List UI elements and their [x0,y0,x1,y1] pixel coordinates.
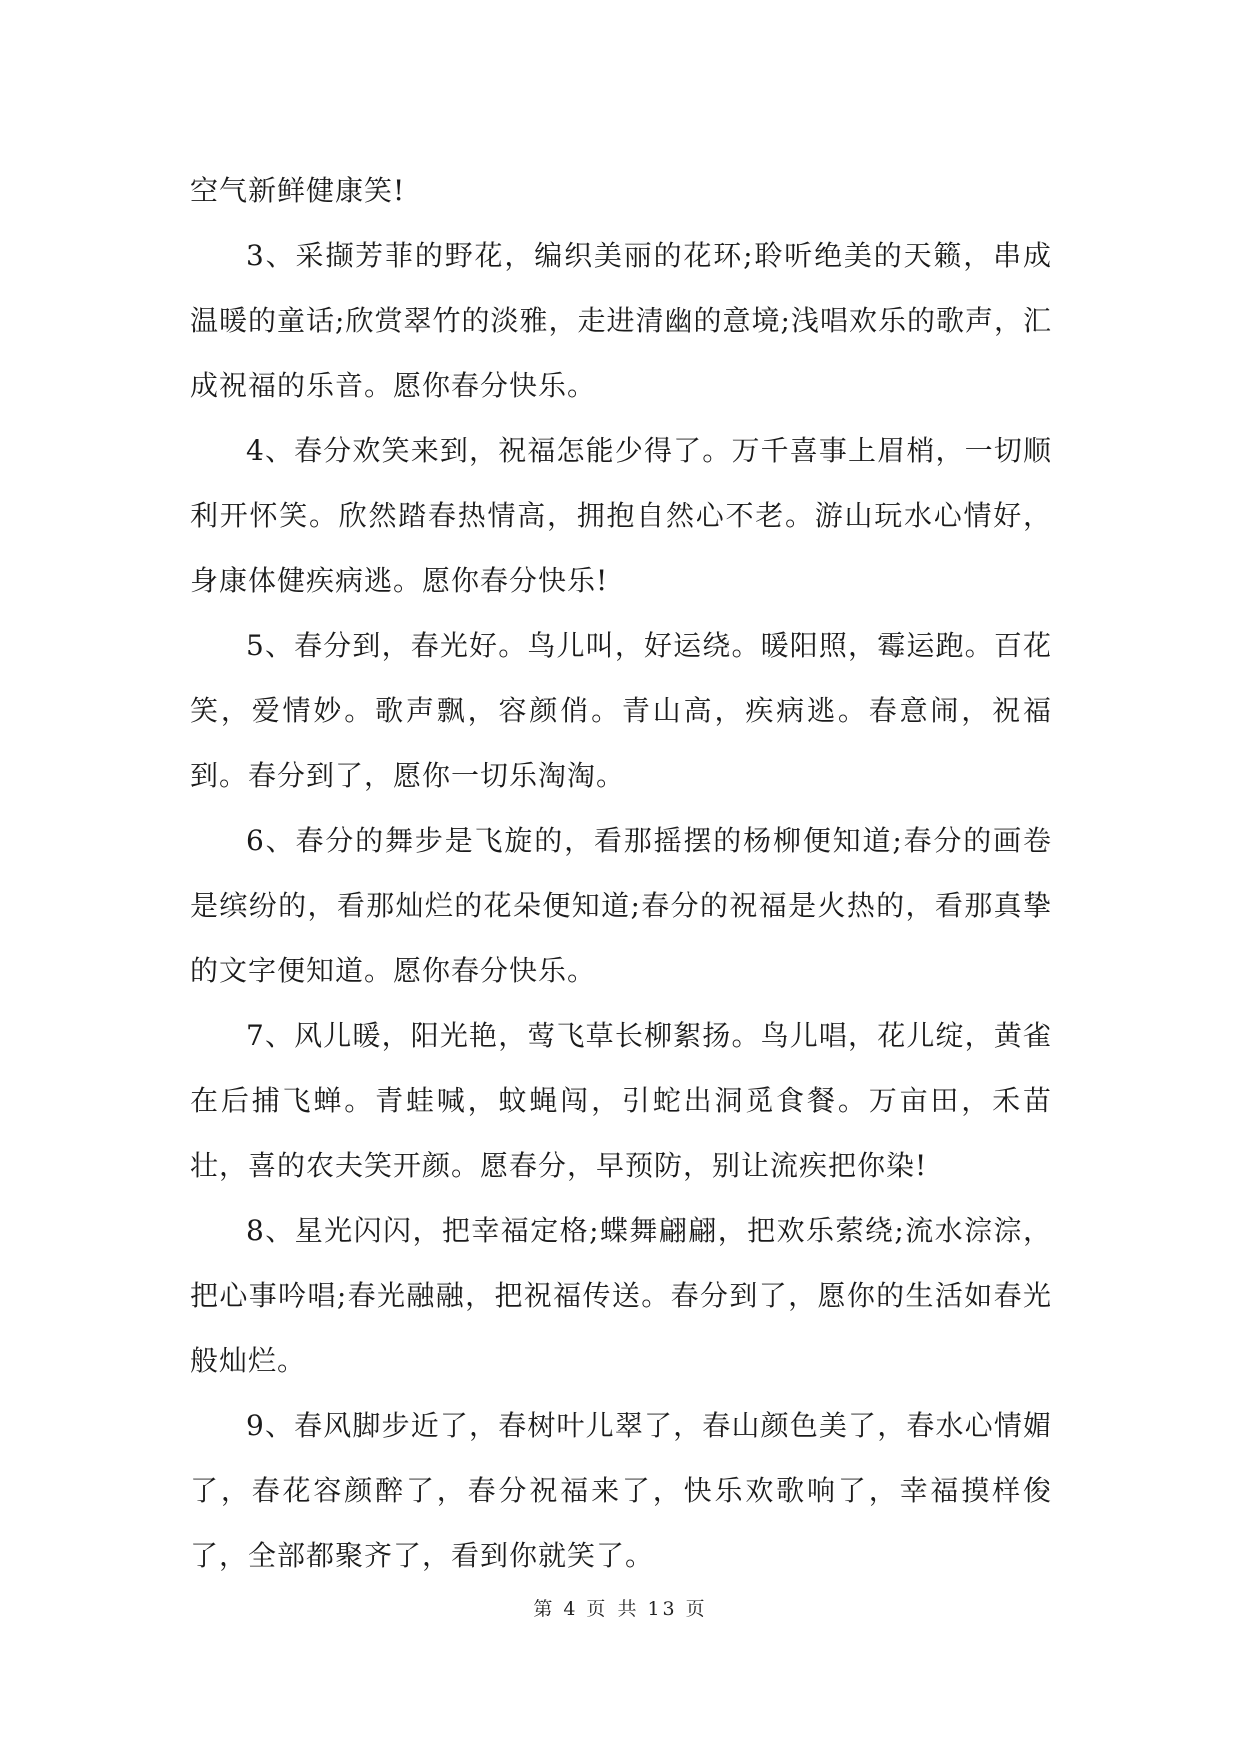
paragraph-item-9: 9、春风脚步近了，春树叶儿翠了，春山颜色美了，春水心情媚了，春花容颜醉了，春分祝福来了，快乐欢歌响了，幸福摸样俊了，全部都聚齐了，看到你就笑了。 [190,1409,1052,1572]
footer-total-pages: 13 [647,1598,678,1620]
paragraph-continuation: 空气新鲜健康笑! [190,174,406,207]
paragraph-item-6: 6、春分的舞步是飞旋的，看那摇摆的杨柳便知道;春分的画卷是缤纷的，看那灿烂的花朵便知道;春分的祝福是火热的，看那真挚的文字便知道。愿你春分快乐。 [190,824,1052,987]
paragraph-item-8: 8、星光闪闪，把幸福定格;蝶舞翩翩，把欢乐萦绕;流水淙淙，把心事吟唱;春光融融，把祝福传送。春分到了，愿你的生活如春光般灿烂。 [190,1214,1052,1377]
footer-current-page: 4 [563,1598,579,1620]
footer-suffix: 页 [685,1598,708,1620]
paragraph-item-3: 3、采撷芳菲的野花，编织美丽的花环;聆听绝美的天籁，串成温暖的童话;欣赏翠竹的淡雅，走进清幽的意境;浅唱欢乐的歌声，汇成祝福的乐音。愿你春分快乐。 [190,239,1052,402]
paragraph-item-4: 4、春分欢笑来到，祝福怎能少得了。万千喜事上眉梢，一切顺利开怀笑。欣然踏春热情高，拥抱自然心不老。游山玩水心情好，身康体健疾病逃。愿你春分快乐! [190,434,1052,597]
page-footer [0,1594,1241,1621]
footer-prefix: 第 [533,1598,556,1620]
paragraph-item-7: 7、风儿暖，阳光艳，莺飞草长柳絮扬。鸟儿唱，花儿绽，黄雀在后捕飞蝉。青蛙喊，蚊蝇闯，引蛇出洞觅食餐。万亩田，禾苗壮，喜的农夫笑开颜。愿春分，早预防，别让流疾把你染! [190,1019,1052,1182]
footer-middle: 页 共 [586,1598,640,1620]
document-body [190,158,1052,1588]
paragraph-item-5: 5、春分到，春光好。鸟儿叫，好运绕。暖阳照，霉运跑。百花笑，爱情妙。歌声飘，容颜俏。青山高，疾病逃。春意闹，祝福到。春分到了，愿你一切乐淘淘。 [190,629,1052,792]
